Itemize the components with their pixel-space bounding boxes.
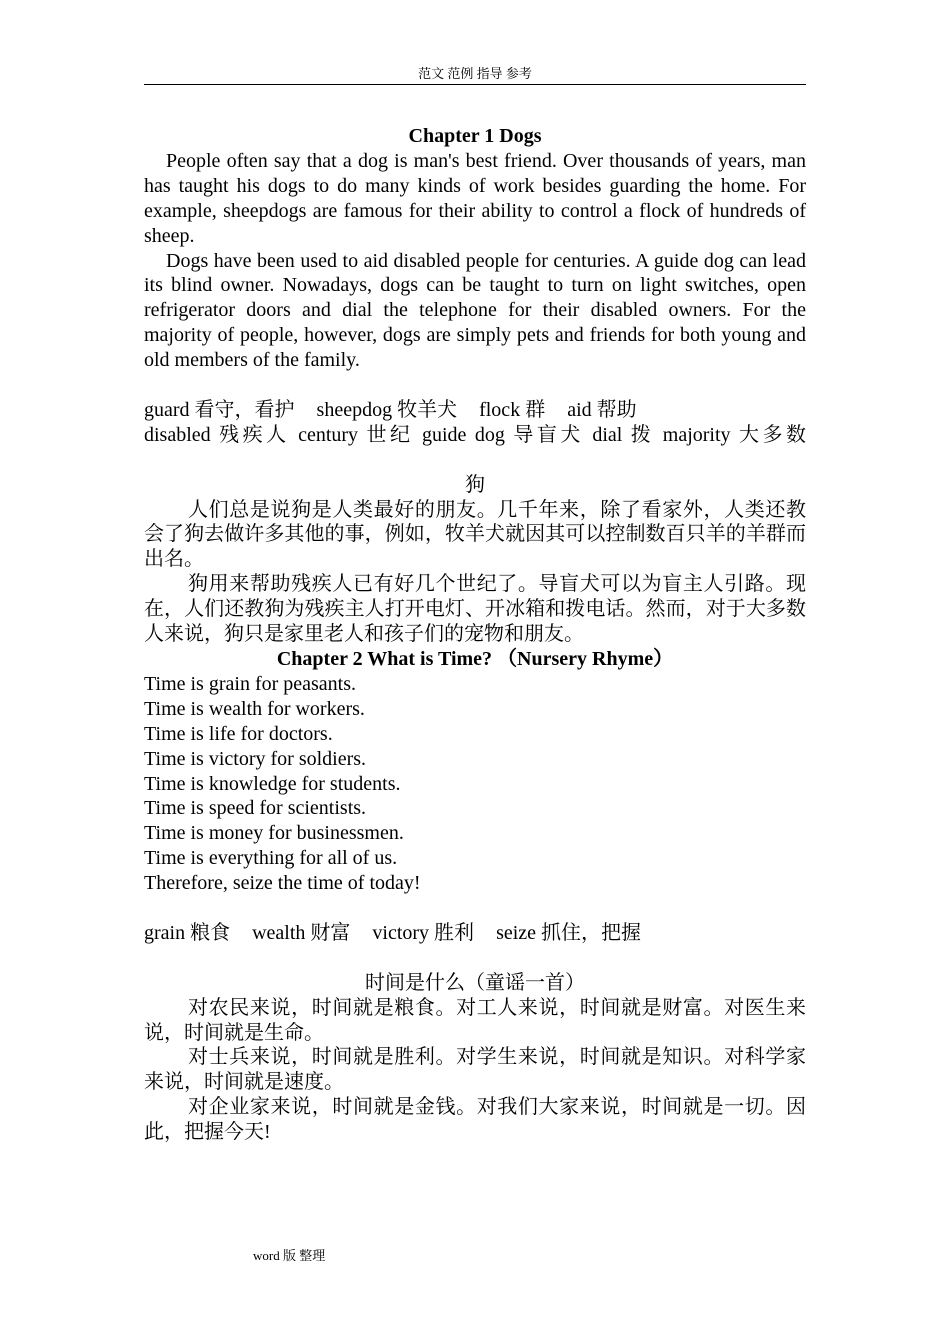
vocab-item: victory 胜利 bbox=[372, 921, 475, 944]
vocab-item: majority 大多数 bbox=[662, 423, 806, 446]
rhyme-line: Time is grain for peasants. bbox=[144, 672, 357, 695]
vocab-item: guard 看守，看护 bbox=[144, 398, 295, 421]
chapter2-cn-paragraph-3: 对企业家来说，时间就是金钱。对我们大家来说，时间就是一切。因此，把握今天! bbox=[144, 1096, 806, 1144]
vocab-item: sheepdog 牧羊犬 bbox=[316, 398, 458, 421]
vocab-item: flock 群 bbox=[479, 398, 546, 421]
spacer bbox=[144, 448, 806, 473]
vocab-item: disabled 残疾人 bbox=[144, 423, 290, 446]
chapter1-cn-title: 狗 bbox=[465, 473, 485, 496]
rhyme-line: Time is everything for all of us. bbox=[144, 847, 398, 870]
rhyme-line: Time is wealth for workers. bbox=[144, 697, 365, 720]
chapter2-cn-paragraph-1: 对农民来说，时间就是粮食。对工人来说，时间就是财富。对医生来说，时间就是生命。 bbox=[144, 996, 806, 1044]
rhyme-line: Time is victory for soldiers. bbox=[144, 747, 367, 770]
vocab-item: dial 拨 bbox=[592, 423, 655, 446]
chapter2-title: Chapter 2 What is Time? （Nursery Rhyme） bbox=[276, 648, 674, 670]
rhyme-line: Time is speed for scientists. bbox=[144, 797, 367, 820]
chapter1-paragraph-1: People often say that a dog is man's best friend. Over thousands of years, man has taught his dogs to do many kinds of work besides guarding the home. For example, sheepdogs are famous for their ability to control a flock of hundreds of sheep. bbox=[144, 149, 806, 247]
spacer bbox=[144, 946, 806, 971]
chapter2-cn-paragraph-2: 对士兵来说，时间就是胜利。对学生来说，时间就是知识。对科学家来说，时间就是速度。 bbox=[144, 1046, 806, 1094]
rhyme-line: Time is knowledge for students. bbox=[144, 772, 401, 795]
rhyme-line: Time is money for businessmen. bbox=[144, 822, 404, 845]
vocab-item: seize 抓住，把握 bbox=[496, 921, 642, 944]
vocab-item: guide dog 导盲犬 bbox=[421, 423, 584, 446]
chapter2-vocab-line bbox=[144, 921, 806, 946]
vocab-item: wealth 财富 bbox=[252, 921, 351, 944]
document-body bbox=[144, 124, 806, 1145]
vocab-item: century 世纪 bbox=[298, 423, 414, 446]
chapter1-cn-paragraph-2: 狗用来帮助残疾人已有好几个世纪了。导盲犬可以为盲主人引路。现在，人们还教狗为残疾主人打开电灯、开冰箱和拨电话。然而，对于大多数人来说，狗只是家里老人和孩子们的宠物和朋友。 bbox=[144, 573, 806, 646]
chapter2-cn-title: 时间是什么（童谣一首） bbox=[365, 971, 585, 994]
rhyme-line: Time is life for doctors. bbox=[144, 722, 333, 745]
rhyme-line: Therefore, seize the time of today! bbox=[144, 872, 421, 895]
chapter1-cn-paragraph-1: 人们总是说狗是人类最好的朋友。几千年来，除了看家外，人类还教会了狗去做许多其他的事，例如，牧羊犬就因其可以控制数百只羊的羊群而出名。 bbox=[144, 498, 806, 571]
spacer bbox=[144, 373, 806, 398]
chapter1-title: Chapter 1 Dogs bbox=[408, 125, 542, 147]
spacer bbox=[144, 896, 806, 921]
page-footer: word 版 整理 bbox=[253, 1248, 326, 1263]
chapter1-vocab-line-2 bbox=[144, 423, 806, 448]
vocab-item: grain 粮食 bbox=[144, 921, 231, 944]
chapter1-vocab-line-1 bbox=[144, 398, 806, 423]
vocab-item: aid 帮助 bbox=[567, 398, 637, 421]
page-header: 范文 范例 指导 参考 bbox=[144, 64, 806, 85]
chapter1-paragraph-2: Dogs have been used to aid disabled people for centuries. A guide dog can lead its blind owner. Nowadays, dogs can be taught to turn on light switches, open refrigerator doors and dial the telephone for their disabled owners. For the majority of people, however, dogs are simply pets and friends for both young and old members of the family. bbox=[144, 249, 806, 372]
